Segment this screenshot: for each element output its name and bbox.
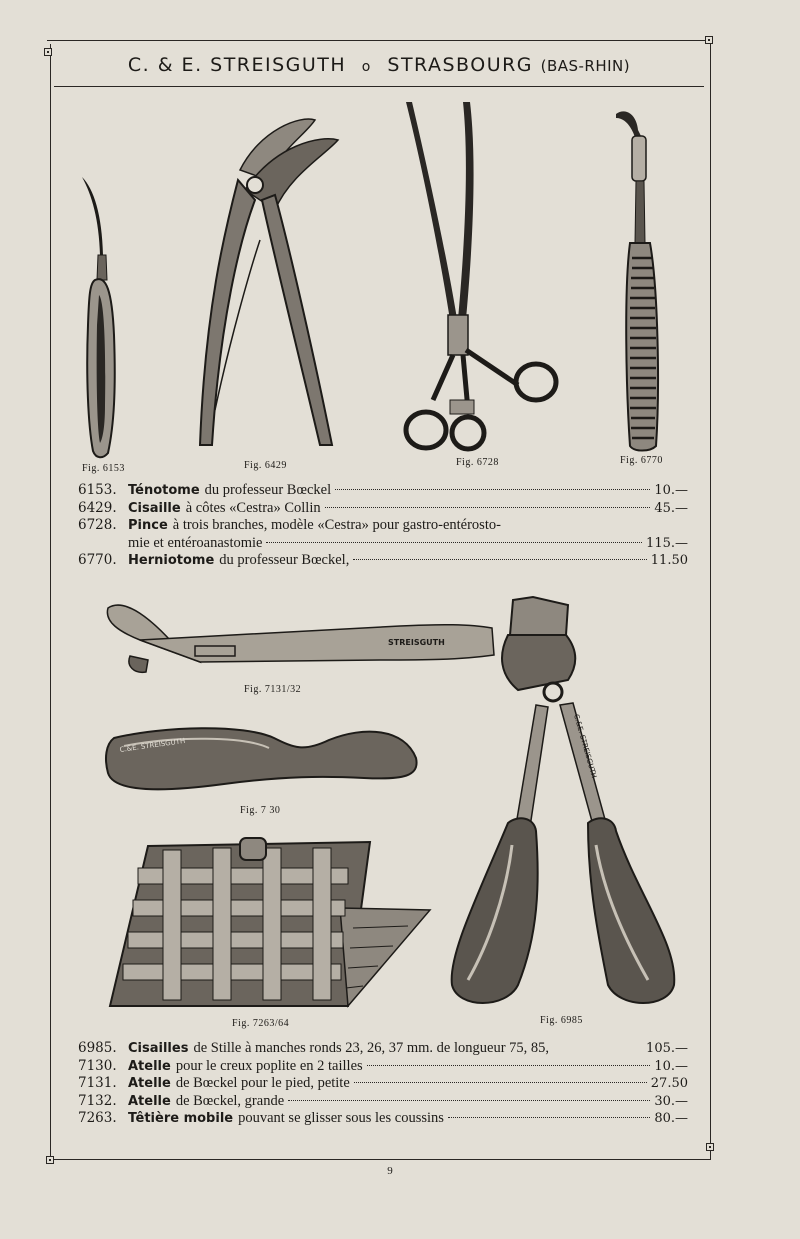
- price-list-top: [78, 482, 688, 570]
- item-number: 7263.: [78, 1110, 117, 1126]
- splint-engraving: C.&E. STREISGUTH: [119, 736, 186, 754]
- frame-corner-ornament: [705, 36, 713, 44]
- item-number: 6728.: [78, 517, 117, 533]
- price-list-bottom: [78, 1040, 688, 1128]
- item-price: 45.—: [654, 500, 688, 516]
- leader-dots: [266, 542, 642, 543]
- frame-corner-ornament: [46, 1156, 54, 1164]
- header-rule: [54, 86, 704, 87]
- list-item: [78, 517, 688, 535]
- list-item: [78, 1040, 688, 1058]
- item-number: 7132.: [78, 1092, 117, 1109]
- frame-corner-ornament: [44, 48, 52, 56]
- item-description: du professeur Bœckel,: [219, 552, 350, 568]
- list-item-continuation: [78, 535, 688, 553]
- figure-label: Fig. 6728: [456, 457, 499, 468]
- list-item: [78, 1075, 688, 1093]
- frame-left: [50, 44, 51, 1162]
- leader-dots: [288, 1100, 650, 1101]
- list-item: [78, 552, 688, 570]
- item-price: 11.50: [650, 553, 688, 568]
- item-name: Atelle: [128, 1076, 171, 1091]
- item-name: Cisailles: [128, 1041, 189, 1056]
- list-item: [78, 1058, 688, 1076]
- rib-shears-illustration: [190, 110, 345, 455]
- item-price: 30.—: [654, 1093, 688, 1109]
- item-price: 10.—: [654, 1058, 688, 1074]
- item-name: Ténotome: [128, 483, 200, 498]
- item-description: à côtes «Cestra» Collin: [185, 499, 321, 516]
- leader-dots: [353, 559, 646, 560]
- item-description: à trois branches, modèle «Cestra» pour gastro-entérosto-: [172, 517, 501, 533]
- item-description: pouvant se glisser sous les coussins: [238, 1110, 444, 1126]
- head-rest-illustration: [108, 838, 433, 1010]
- figure-label: Fig. 7131/32: [244, 684, 302, 695]
- item-description: de Bœckel, grande: [175, 1092, 285, 1109]
- frame-right: [710, 40, 711, 1160]
- item-price: 115.—: [646, 535, 688, 551]
- region-name: (BAS-RHIN): [540, 57, 631, 75]
- figure-label: Fig. 6770: [620, 455, 663, 466]
- header-separator: o: [361, 59, 372, 75]
- item-price: 10.—: [654, 483, 688, 498]
- item-number: 6153.: [78, 482, 117, 498]
- figure-label: Fig. 6429: [244, 460, 287, 471]
- item-name: Atelle: [128, 1058, 171, 1074]
- tenotome-illustration: [78, 175, 128, 460]
- item-number: 6429.: [78, 499, 117, 516]
- frame-top: [47, 40, 710, 41]
- page-header: [54, 54, 704, 76]
- item-name: Herniotome: [128, 553, 215, 568]
- list-item: [78, 482, 688, 500]
- leader-dots: [335, 489, 650, 490]
- item-description: de Bœckel pour le pied, petite: [175, 1075, 350, 1091]
- splint-engraving: STREISGUTH: [388, 638, 445, 647]
- leader-dots: [354, 1082, 647, 1083]
- item-number: 6770.: [78, 552, 117, 568]
- item-description: pour le creux poplite en 2 tailles: [175, 1057, 363, 1074]
- frame-corner-ornament: [706, 1143, 714, 1151]
- item-description-continued: mie et entéroanastomie: [128, 534, 263, 551]
- item-price: 80.—: [654, 1111, 688, 1126]
- item-price: 105.—: [646, 1041, 688, 1056]
- figure-label: Fig. 6153: [82, 463, 125, 474]
- item-number: 7131.: [78, 1075, 117, 1091]
- item-name: Atelle: [128, 1093, 171, 1109]
- item-description: de Stille à manches ronds 23, 26, 37 mm. de longueur 75, 85,: [193, 1040, 550, 1056]
- item-number: 7130.: [78, 1057, 117, 1074]
- list-item: [78, 1110, 688, 1128]
- item-name: Têtière mobile: [128, 1111, 234, 1126]
- shears-engraving: C.&E. STREISGUTH: [572, 713, 598, 780]
- leader-dots: [448, 1117, 650, 1118]
- list-item: [78, 500, 688, 518]
- figure-label: Fig. 7 30: [240, 805, 281, 816]
- figure-label: Fig. 7263/64: [232, 1018, 290, 1029]
- city-name: STRASBOURG: [387, 54, 534, 76]
- popliteal-splint-illustration: [104, 718, 424, 798]
- stille-shears-illustration: [448, 595, 688, 1007]
- foot-splint-illustration: [100, 600, 500, 682]
- leader-dots: [367, 1065, 651, 1066]
- herniotome-illustration: [612, 108, 672, 453]
- item-price: 27.50: [650, 1076, 688, 1091]
- frame-bottom: [50, 1159, 710, 1160]
- figure-label: Fig. 6985: [540, 1015, 583, 1026]
- company-name: C. & E. STREISGUTH: [127, 54, 347, 76]
- item-number: 6985.: [78, 1040, 117, 1056]
- list-item: [78, 1093, 688, 1111]
- item-description: du professeur Bœckel: [204, 482, 332, 498]
- page-number: 9: [387, 1165, 393, 1177]
- three-branch-forceps-illustration: [398, 100, 563, 455]
- item-name: Pince: [128, 518, 168, 533]
- item-name: Cisaille: [128, 500, 181, 516]
- leader-dots: [325, 507, 651, 508]
